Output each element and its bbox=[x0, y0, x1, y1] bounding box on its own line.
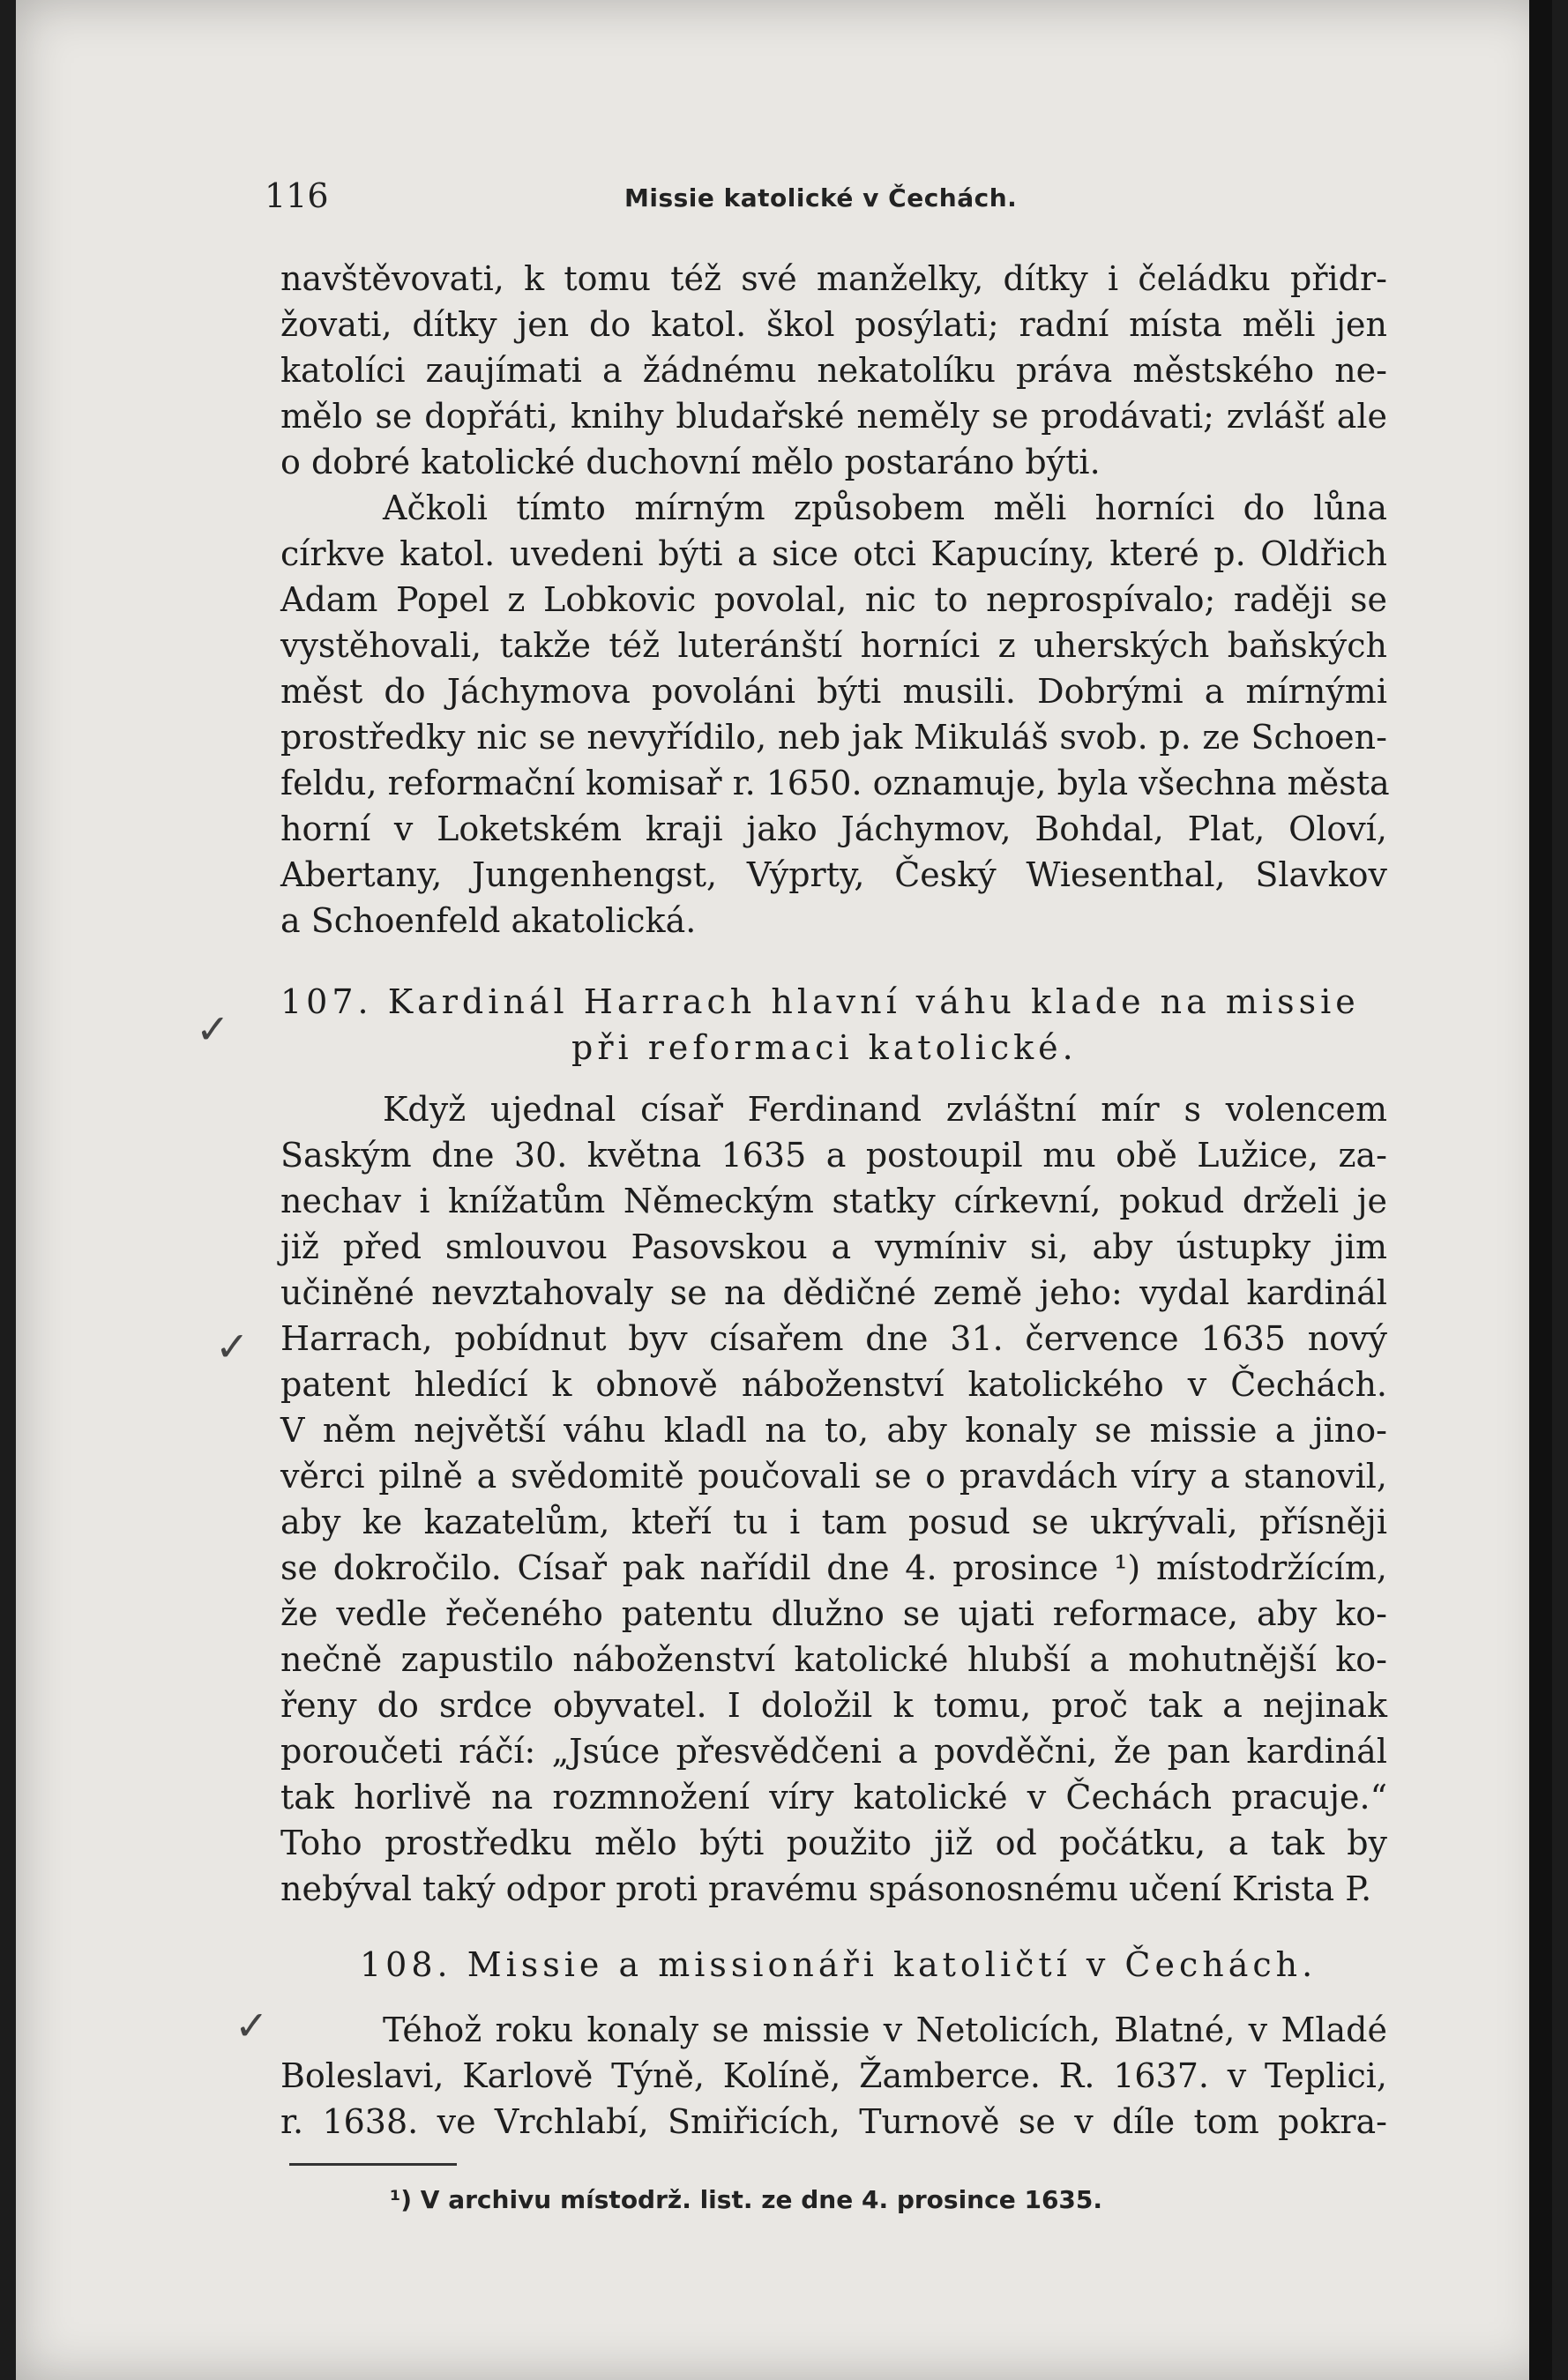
text-line: Adam Popel z Lobkovic povolal, nic to neprospívalo; raději se bbox=[280, 580, 1387, 619]
page-header bbox=[16, 176, 1552, 229]
text-line: tak horlivě na rozmnožení víry katolické v Čechách pracuje.“ bbox=[280, 1778, 1387, 1817]
section-heading-line: při reformaci katolické. bbox=[571, 1028, 1078, 1067]
section-107-heading bbox=[280, 979, 1387, 1071]
text-line: mělo se dopřáti, knihy bludařské neměly se prodávati; zvlášť ale bbox=[280, 397, 1387, 436]
paragraph-1 bbox=[280, 256, 1387, 485]
text-line: učiněné nevztahovaly se na dědičné země jeho: vydal kardinál bbox=[280, 1273, 1387, 1312]
text-line: vystěhovali, takže též luteránští horníci z uherských baňských bbox=[280, 626, 1387, 665]
text-line: horní v Loketském kraji jako Jáchymov, Bohdal, Plat, Oloví, bbox=[280, 809, 1387, 848]
text-line: patent hledící k obnově náboženství katolického v Čechách. bbox=[280, 1365, 1387, 1404]
margin-check-mark: ✓ bbox=[196, 1005, 230, 1053]
text-line: nečně zapustilo náboženství katolické hlubší a mohutnější ko- bbox=[280, 1640, 1387, 1679]
text-line: Když ujednal císař Ferdinand zvláštní mír s volencem bbox=[383, 1090, 1387, 1129]
page-number: 116 bbox=[265, 176, 329, 215]
text-line: Harrach, pobídnut byv císařem dne 31. července 1635 nový bbox=[280, 1319, 1387, 1358]
paragraph-2 bbox=[280, 485, 1390, 944]
footnote: ¹) V archivu místodrž. list. ze dne 4. prosince 1635. bbox=[390, 2185, 1103, 2214]
text-line: prostředky nic se nevyřídilo, neb jak Mikuláš svob. p. ze Schoen- bbox=[280, 718, 1387, 757]
text-line: nechav i knížatům Německým statky církevní, pokud drželi je bbox=[280, 1182, 1387, 1220]
margin-check-mark: ✓ bbox=[215, 1323, 250, 1370]
paragraph-4 bbox=[280, 2007, 1387, 2145]
margin-check-mark: ✓ bbox=[235, 2002, 269, 2049]
text-line: feldu, reformační komisař r. 1650. oznamuje, byla všechna města bbox=[280, 764, 1390, 802]
text-line: a Schoenfeld akatolická. bbox=[280, 901, 697, 940]
text-line: navštěvovati, k tomu též své manželky, dítky i čeládku přidr- bbox=[280, 259, 1387, 298]
text-line: Téhož roku konaly se missie v Netolicích, Blatné, v Mladé bbox=[383, 2011, 1387, 2049]
text-line: Ačkoli tímto mírným způsobem měli horníci do lůna bbox=[383, 489, 1387, 527]
running-head: Missie katolické v Čechách. bbox=[624, 183, 1018, 213]
text-line: katolíci zaujímati a žádnému nekatolíku práva městského ne- bbox=[280, 351, 1387, 390]
text-line: věrci pilně a svědomitě poučovali se o pravdách víry a stanovil, bbox=[280, 1457, 1387, 1496]
text-line: aby ke kazatelům, kteří tu i tam posud se ukrývali, přísněji bbox=[280, 1503, 1387, 1541]
text-line: se dokročilo. Císař pak nařídil dne 4. prosince ¹) místodržícím, bbox=[280, 1548, 1387, 1587]
text-line: již před smlouvou Pasovskou a vymíniv si, aby ústupky jim bbox=[280, 1227, 1387, 1266]
page-body bbox=[280, 256, 1390, 2145]
text-line: řeny do srdce obyvatel. I doložil k tomu, proč tak a nejinak bbox=[280, 1686, 1387, 1725]
text-line: poroučeti ráčí: „Jsúce přesvědčeni a povděčni, že pan kardinál bbox=[280, 1732, 1387, 1771]
text-line: Boleslavi, Karlově Týně, Kolíně, Žamberce. R. 1637. v Teplici, bbox=[280, 2056, 1387, 2095]
text-line: církve katol. uvedeni býti a sice otci Kapucíny, které p. Oldřich bbox=[280, 534, 1387, 573]
text-line: žovati, dítky jen do katol. škol posýlati; radní místa měli jen bbox=[280, 305, 1387, 344]
text-line: měst do Jáchymova povoláni býti musili. Dobrými a mírnými bbox=[280, 672, 1387, 711]
book-spine bbox=[1529, 0, 1552, 2380]
book-page bbox=[16, 0, 1552, 2380]
section-heading-line: 108. Missie a missionáři katoličtí v Čechách. bbox=[360, 1945, 1318, 1984]
text-line: Abertany, Jungenhengst, Výprty, Český Wiesenthal, Slavkov bbox=[280, 855, 1387, 894]
section-108-heading bbox=[280, 1942, 1387, 1988]
paragraph-3 bbox=[280, 1086, 1387, 1912]
text-line: o dobré katolické duchovní mělo postaráno býti. bbox=[280, 443, 1101, 481]
text-line: nebýval taký odpor proti pravému spásonosnému učení Krista P. bbox=[280, 1869, 1372, 1908]
text-line: že vedle řečeného patentu dlužno se ujati reformace, aby ko- bbox=[280, 1594, 1387, 1633]
text-line: V něm největší váhu kladl na to, aby konaly se missie a jino- bbox=[280, 1411, 1387, 1450]
text-line: Toho prostředku mělo býti použito již od počátku, a tak by bbox=[280, 1824, 1387, 1862]
section-heading-line: 107. Kardinál Harrach hlavní váhu klade na missie bbox=[280, 982, 1360, 1021]
footnote-rule bbox=[289, 2163, 457, 2166]
text-line: Saským dne 30. května 1635 a postoupil mu obě Lužice, za- bbox=[280, 1136, 1387, 1175]
text-line: r. 1638. ve Vrchlabí, Smiřicích, Turnově se v díle tom pokra- bbox=[280, 2102, 1387, 2141]
